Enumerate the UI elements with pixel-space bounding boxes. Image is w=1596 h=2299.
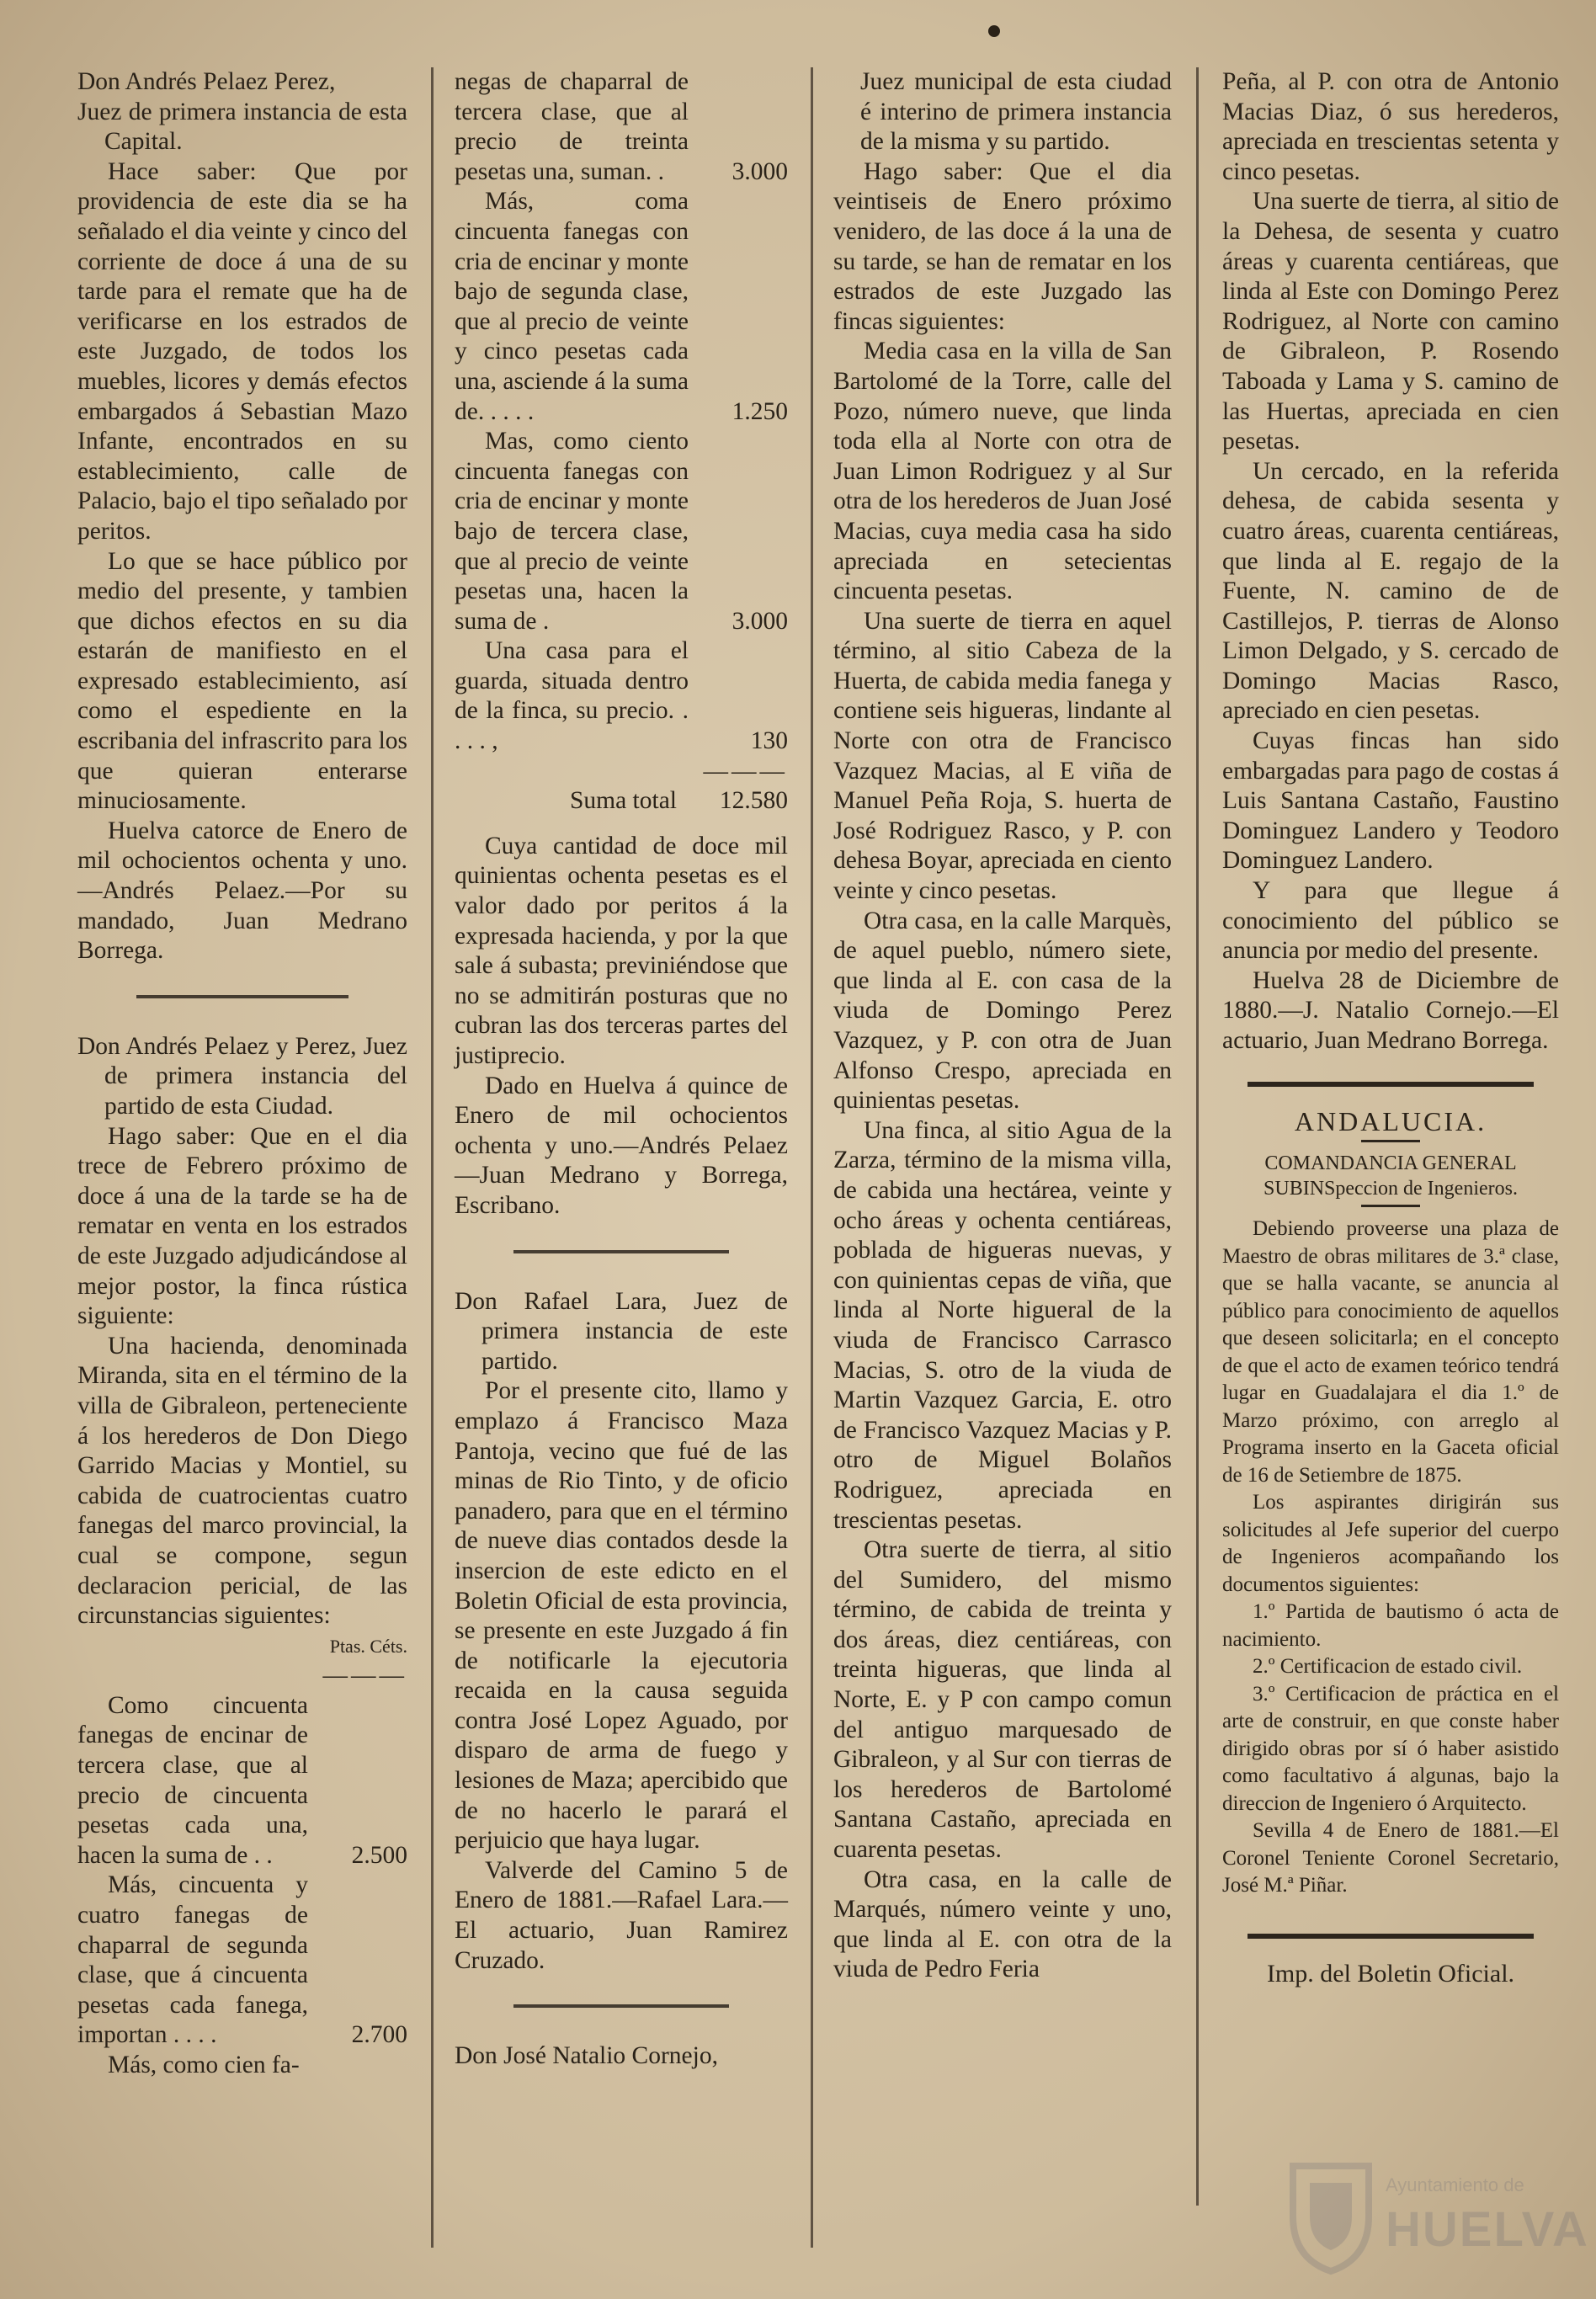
item-amount: 2.700 — [351, 2021, 407, 2049]
page-mark — [988, 25, 1000, 37]
requirement-2: 2.º Certificacion de estado civil. — [1253, 1655, 1523, 1679]
notice-3-signature: Valverde del Camino 5 de Enero de 1881.—Rafael Lara.—El actuario, Juan Ramirez Cruzado. — [455, 1856, 788, 1974]
notice-2-valuation: Cuya cantidad de doce mil quinientas ochenta pesetas es el valor dado por peritos á la expresada hacienda, y por la que sale á subasta; previniéndose que no se admitirán posturas que no cubran las dos terceras partes del justiprecio. — [455, 832, 788, 1069]
property-3: Otra casa, en la calle Marquès, de aquel pueblo, número siete, que linda al E. con casa de la viuda de Domingo Perez Vazquez, y P. con otra de Juan Alfonso Crespo, apreciada en quinientas pesetas. — [833, 907, 1172, 1115]
notice-2-body-2: Una hacienda, denominada Miranda, sita en el término de la villa de Gibraleon, perteneciente á los herederos de Don Diego Garrido Macias y Montiel, su cabida de cuatrocientas cuatro fanegas del marco provincial, la cual se compone, segun declaracion pericial, de las circunstancias siguientes: — [77, 1332, 407, 1630]
notice-1-signature: Huelva catorce de Enero de mil ochocientos ochenta y uno.—Andrés Pelaez.—Por su mandado, Juan Medrano Borrega. — [77, 817, 407, 965]
item-description: Más, cincuenta y cuatro fanegas de chaparral de segunda clase, que á cincuenta pesetas cada fanega, importan . . . . — [77, 1871, 308, 2049]
watermark-top-text: Ayuntamiento de — [1386, 2174, 1524, 2195]
column-2 — [455, 67, 788, 2274]
notice-1-body: Hace saber: Que por providencia de este dia se ha señalado el dia veinte y cinco del corriente de doce á una de su tarde para el remate que ha de verificarse en los estrados de este Juzgado, de todos los muebles, licores y demás efectos embargados á Sebastian Mazo Infante, encontrados en su establecimiento, calle de Palacio, bajo el tipo señalado por peritos. — [77, 157, 407, 545]
column-3 — [833, 67, 1172, 2274]
item-description: negas de chaparral de tercera clase, que al precio de treinta pesetas una, suman. . — [455, 68, 689, 185]
separator — [513, 1250, 729, 1253]
section-subheading: COMANDANCIA GENERAL SUBINSpeccion de Ingenieros. — [1264, 1152, 1518, 1200]
item-description: Una casa para el guarda, situada dentro de la finca, su precio. . . . . , — [455, 637, 689, 755]
property-7: Una suerte de tierra, al sitio de la Dehesa, de sesenta y cuatro áreas y cuarenta centiáreas, que linda al Este con Domingo Perez Rodriguez, al Norte con camino de Gibraleon, P. Rosendo Taboada y Lama y S. camino de las Huertas, apreciada en cien pesetas. — [1222, 188, 1559, 455]
column-1 — [77, 67, 407, 2274]
military-notice-applicants: Los aspirantes dirigirán sus solicitudes al Jefe superior del cuerpo de Ingenieros acompañando los documentos siguientes: — [1222, 1491, 1559, 1596]
notice-3-heading: Don Rafael Lara, Juez de primera instancia de este partido. — [455, 1287, 788, 1375]
military-notice-signature: Sevilla 4 de Enero de 1881.—El Coronel Teniente Coronel Secretario, José M.ª Piñar. — [1222, 1819, 1559, 1897]
item-row — [455, 427, 788, 636]
item-description: Mas, como ciento cincuenta fanegas con cria de encinar y monte bajo de tercera clase, que al precio de veinte pesetas una, hacen la suma de . — [455, 428, 689, 635]
item-row — [455, 187, 788, 427]
notice-4-body: Hago saber: Que el dia veintiseis de Enero próximo venidero, de las doce á la una de su tarde, se han de rematar en los estrados de este Juzgado las fincas siguientes: — [833, 157, 1172, 335]
dash-rule: ——— — [322, 1662, 407, 1690]
dash-rule: ——— — [703, 757, 788, 785]
total-amount: 12.580 — [719, 787, 788, 815]
property-6-continued: Peña, al P. con otra de Antonio Macias Diaz, ó sus herederos, apreciada en trescientas setenta y cinco pesetas. — [1222, 68, 1559, 185]
watermark-main-text: HUELVA — [1386, 2202, 1589, 2257]
item-row — [455, 636, 788, 756]
notice-4-heading-continued: Juez municipal de esta ciudad é interino de primera instancia de la misma y su partido. — [860, 68, 1172, 156]
separator — [513, 2004, 729, 2008]
item-row — [77, 1691, 407, 1871]
imprint-line: Imp. del Boletin Oficial. — [1266, 1959, 1515, 1988]
property-2: Una suerte de tierra en aquel término, al sitio Cabeza de la Huerta, de cabida media fanega y contiene seis higueras, lindante al Norte con otra de Francisco Vazquez Macias, al E viña de Manuel Peña Roja, S. huerta de José Rodriguez Rasco, y P. con dehesa Boyar, apreciada en ciento veinte y cinco pesetas. — [833, 607, 1172, 905]
column-rule-3 — [1196, 67, 1199, 2206]
item-amount: 130 — [750, 727, 788, 755]
requirement-1: 1.º Partida de bautismo ó acta de nacimiento. — [1222, 1600, 1559, 1651]
total-label: Suma total — [569, 787, 677, 815]
notice-2-body: Hago saber: Que en el dia trece de Febrero próximo de doce á una de la tarde se ha de rematar en venta en los estrados de este Juzgado adjudicándose al mejor postor, la finca rústica siguiente: — [77, 1122, 407, 1330]
item-description-continued: Más, como cien fa- — [108, 2052, 300, 2078]
notice-4-embargo: Cuyas fincas han sido embargadas para pago de costas á Luis Santana Castaño, Faustino Dominguez Landero y Teodoro Dominguez Landero. — [1222, 727, 1559, 875]
coat-of-arms-icon — [1285, 2149, 1377, 2275]
notice-1-heading-line-2: Juez de primera instancia de esta Capital. — [77, 98, 407, 156]
property-4: Una finca, al sitio Agua de la Zarza, término de la misma villa, de cabida una hectárea, veinte y ocho áreas y ochenta centiáreas, poblada de higueras nuevas, y con quinientas cepas de viña, que linda al Norte higueral de la viuda de Francisco Carrasco Macias, S. otro de la viuda de Martin Vazquez Garcia, E. otro de Francisco Vazquez Macias y P. otro de Miguel Bolaños Rodriguez, apreciada en trescientas pesetas. — [833, 1116, 1172, 1534]
item-amount: 3.000 — [732, 607, 788, 635]
currency-header: Ptas. Céts. — [329, 1635, 407, 1657]
separator-short — [1361, 1205, 1420, 1207]
item-description: Como cincuenta fanegas de encinar de tercera clase, que al precio de cincuenta pesetas cada una, hacen la suma de . . — [77, 1691, 308, 1869]
notice-4-signature: Huelva 28 de Diciembre de 1880.—J. Natalio Cornejo.—El actuario, Juan Medrano Borrega. — [1222, 966, 1559, 1054]
notice-2-signature: Dado en Huelva á quince de Enero de mil ochocientos ochenta y uno.—Andrés Pelaez —Juan Medrano y Borrega, Escribano. — [455, 1072, 788, 1219]
item-row — [455, 67, 788, 187]
item-description: Más, coma cincuenta fanegas con cria de encinar y monte bajo de segunda clase, que al precio de veinte y cinco pesetas cada una, asciende á la suma de. . . . . — [455, 188, 689, 425]
separator — [136, 995, 348, 998]
total-row — [455, 786, 788, 817]
notice-4-announcement: Y para que llegue á conocimiento del público se anuncia por medio del presente. — [1222, 877, 1559, 965]
column-rule-1 — [431, 67, 434, 2248]
property-1: Media casa en la villa de San Bartolomé de la Torre, calle del Pozo, número nueve, que linda toda ella al Norte con otra de Juan Limon Rodriguez y al Sur otra de los herederos de Juan José Macias, cuya media casa ha sido apreciada en setecientas cincuenta pesetas. — [833, 338, 1172, 605]
property-8: Un cercado, en la referida dehesa, de cabida sesenta y cuatro áreas, cuarenta centiáreas, que linda al E. regajo de la Fuente, N. camino de de Castillejos, P. tierras de Alonso Limon Delgado, y S. cercado de Domingo Macias Rasco, apreciado en cien pesetas. — [1222, 457, 1559, 725]
notice-1-body-2: Lo que se hace público por medio del presente, y tambien que dichos efectos en su dia estarán de manifiesto en el expresado establecimiento, así como el espediente en la escribania del infrascrito para los que quieran enterarse minuciosamente. — [77, 547, 407, 815]
separator — [1248, 1934, 1534, 1939]
archive-watermark — [1285, 2149, 1589, 2275]
requirement-3: 3.º Certificacion de práctica en el arte de construir, en que conste haber dirigido obras por sí ó haber asistido como facultativo á algunas, bajo la direccion de Ingeniero ó Arquitecto. — [1222, 1682, 1559, 1815]
notice-4-heading-start: Don José Natalio Cornejo, — [455, 2042, 718, 2070]
notice-2-heading: Don Andrés Pelaez y Perez, Juez de primera instancia del partido de esta Ciudad. — [77, 1032, 407, 1120]
military-notice-body: Debiendo proveerse una plaza de Maestro de obras militares de 3.ª clase, que se halla vacante, se anuncia al público para conocimiento de aquellos que deseen solicitarla; en el concepto de que el acto de examen teórico tendrá lugar en Guadalajara el dia 1.º de Marzo próximo, con arreglo al Programa inserto en la Gaceta oficial de 16 de Setiembre de 1875. — [1222, 1217, 1559, 1487]
column-rule-2 — [811, 67, 813, 2248]
property-5: Otra suerte de tierra, al sitio del Sumidero, del mismo término, de cabida de treinta y dos áreas, diez centiáreas, con treinta higueras, que linda al Norte, E. y P con campo comun del antiguo marquesado de Gibraleon, y al Sur con tierras de los herederos de Bartolomé Santana Castaño, apreciada en cuarenta pesetas. — [833, 1536, 1172, 1864]
column-4 — [1222, 67, 1559, 2274]
separator — [1248, 1082, 1534, 1087]
item-row — [77, 1871, 407, 2051]
notice-1-heading-line-1: Don Andrés Pelaez Perez, — [77, 68, 336, 95]
item-amount: 1.250 — [732, 397, 788, 425]
property-6: Otra casa, en la calle de Marqués, número veinte y uno, que linda al E. con otra de la viuda de Pedro Feria — [833, 1865, 1172, 1983]
item-amount: 3.000 — [732, 157, 788, 185]
separator-short — [1361, 1140, 1420, 1142]
item-amount: 2.500 — [351, 1841, 407, 1869]
section-heading: ANDALUCIA. — [1294, 1105, 1487, 1136]
notice-3-body: Por el presente cito, llamo y emplazo á Francisco Maza Pantoja, vecino que fué de las minas de Rio Tinto, y de oficio panadero, para que en el término de nueve dias contados desde la insercion de este edicto en el Boletin Oficial de esta provincia, se presente en este Juzgado á fin de notificarle la ejecutoria recaida en la causa seguida contra José Lopez Aguado, por disparo de arma de fuego y lesiones de Maza; apercibido que de no hacerlo le parará el perjuicio que haya lugar. — [455, 1377, 788, 1855]
